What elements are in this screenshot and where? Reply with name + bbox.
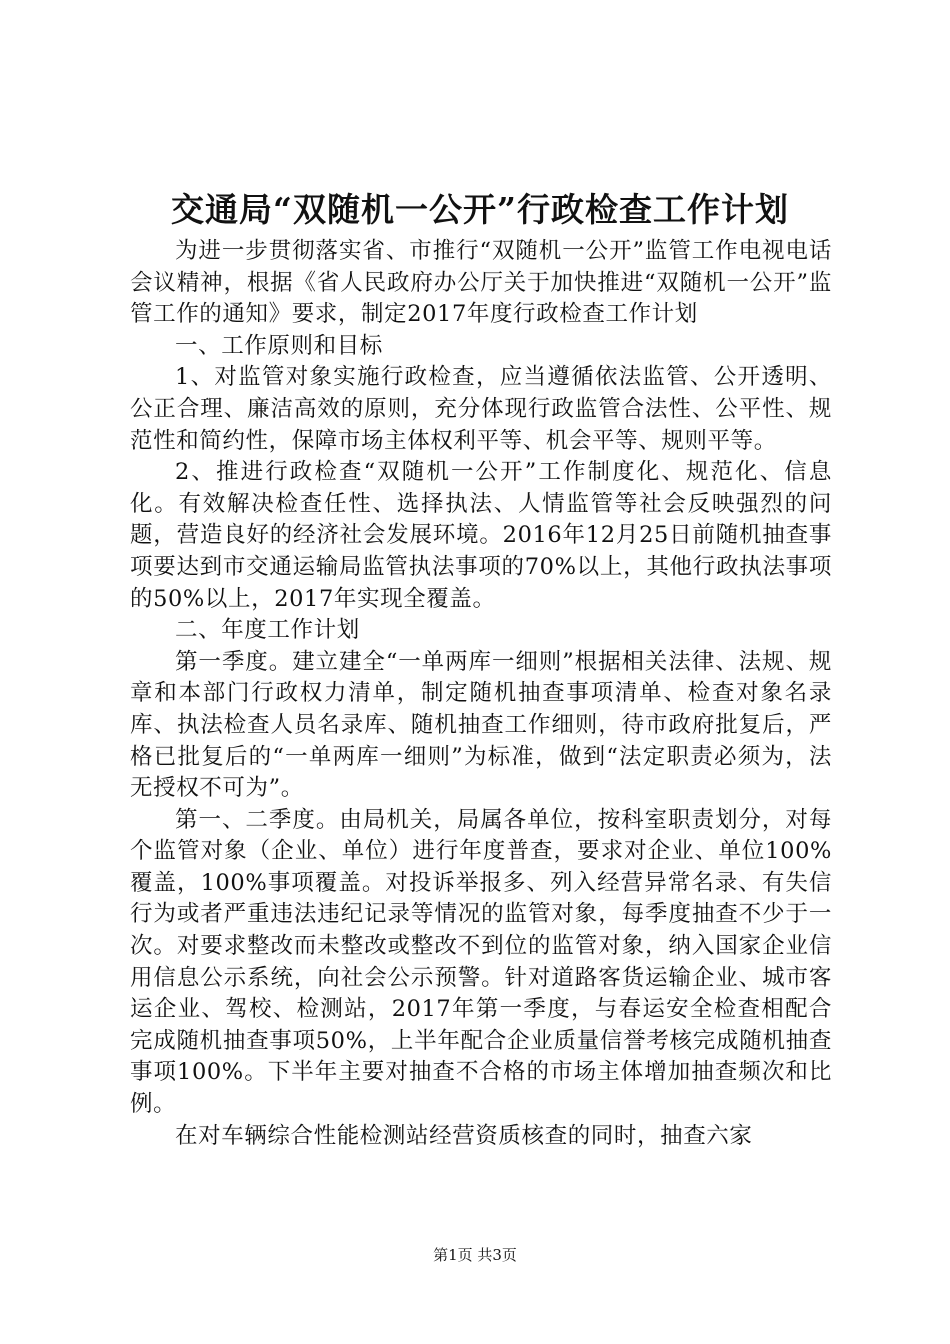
paragraph-principle-1: 1、对监管对象实施行政检查，应当遵循依法监管、公开透明、公正合理、廉洁高效的原则，充分体现行政监管合法性、公平性、规范性和简约性，保障市场主体权利平等、机会平等、规则平等。 [130, 364, 832, 454]
document-title: 交通局“双随机一公开”行政检查工作计划 [171, 190, 789, 229]
section-heading-plan: 二、年度工作计划 [175, 617, 360, 644]
document-body [130, 236, 832, 1152]
paragraph-q1: 第一季度。建立建全“一单两库一细则”根据相关法律、法规、规章和本部门行政权力清单，制定随机抽查事项清单、检查对象名录库、执法检查人员名录库、随机抽查工作细则，待市政府批复后，严格已批复后的“一单两库一细则”为标准，做到“法定职责必须为，法无授权不可为”。 [130, 648, 832, 802]
paragraph-intro: 为进一步贯彻落实省、市推行“双随机一公开”监管工作电视电话会议精神，根据《省人民政府办公厅关于加快推进“双随机一公开”监管工作的通知》要求，制定2017年度行政检查工作计划 [130, 238, 832, 328]
paragraph-inspection-station: 在对车辆综合性能检测站经营资质核查的同时，抽查六家 [175, 1122, 753, 1149]
paragraph-principle-2: 2、推进行政检查“双随机一公开”工作制度化、规范化、信息化。有效解决检查任性、选择执法、人情监管等社会反映强烈的问题，营造良好的经济社会发展环境。2016年12月25日前随机抽查事项要达到市交通运输局监管执法事项的70%以上，其他行政执法事项的50%以上，2017年实现全覆盖。 [130, 459, 832, 612]
paragraph-q1-q2: 第一、二季度。由局机关，局属各单位，按科室职责划分，对每个监管对象（企业、单位）进行年度普查，要求对企业、单位100%覆盖，100%事项覆盖。对投诉举报多、列入经营异常名录、有失信行为或者严重违法违纪记录等情况的监管对象，每季度抽查不少于一次。对要求整改而未整改或整改不到位的监管对象，纳入国家企业信用信息公示系统，向社会公示预警。针对道路客货运输企业、城市客运企业、驾校、检测站，2017年第一季度，与春运安全检查相配合完成随机抽查事项50%，上半年配合企业质量信誉考核完成随机抽查事项100%。下半年主要对抽查不合格的市场主体增加抽查频次和比例。 [130, 806, 832, 1118]
section-heading-principles: 一、工作原则和目标 [175, 332, 383, 359]
page-footer: 第1页 共3页 [433, 1246, 517, 1264]
